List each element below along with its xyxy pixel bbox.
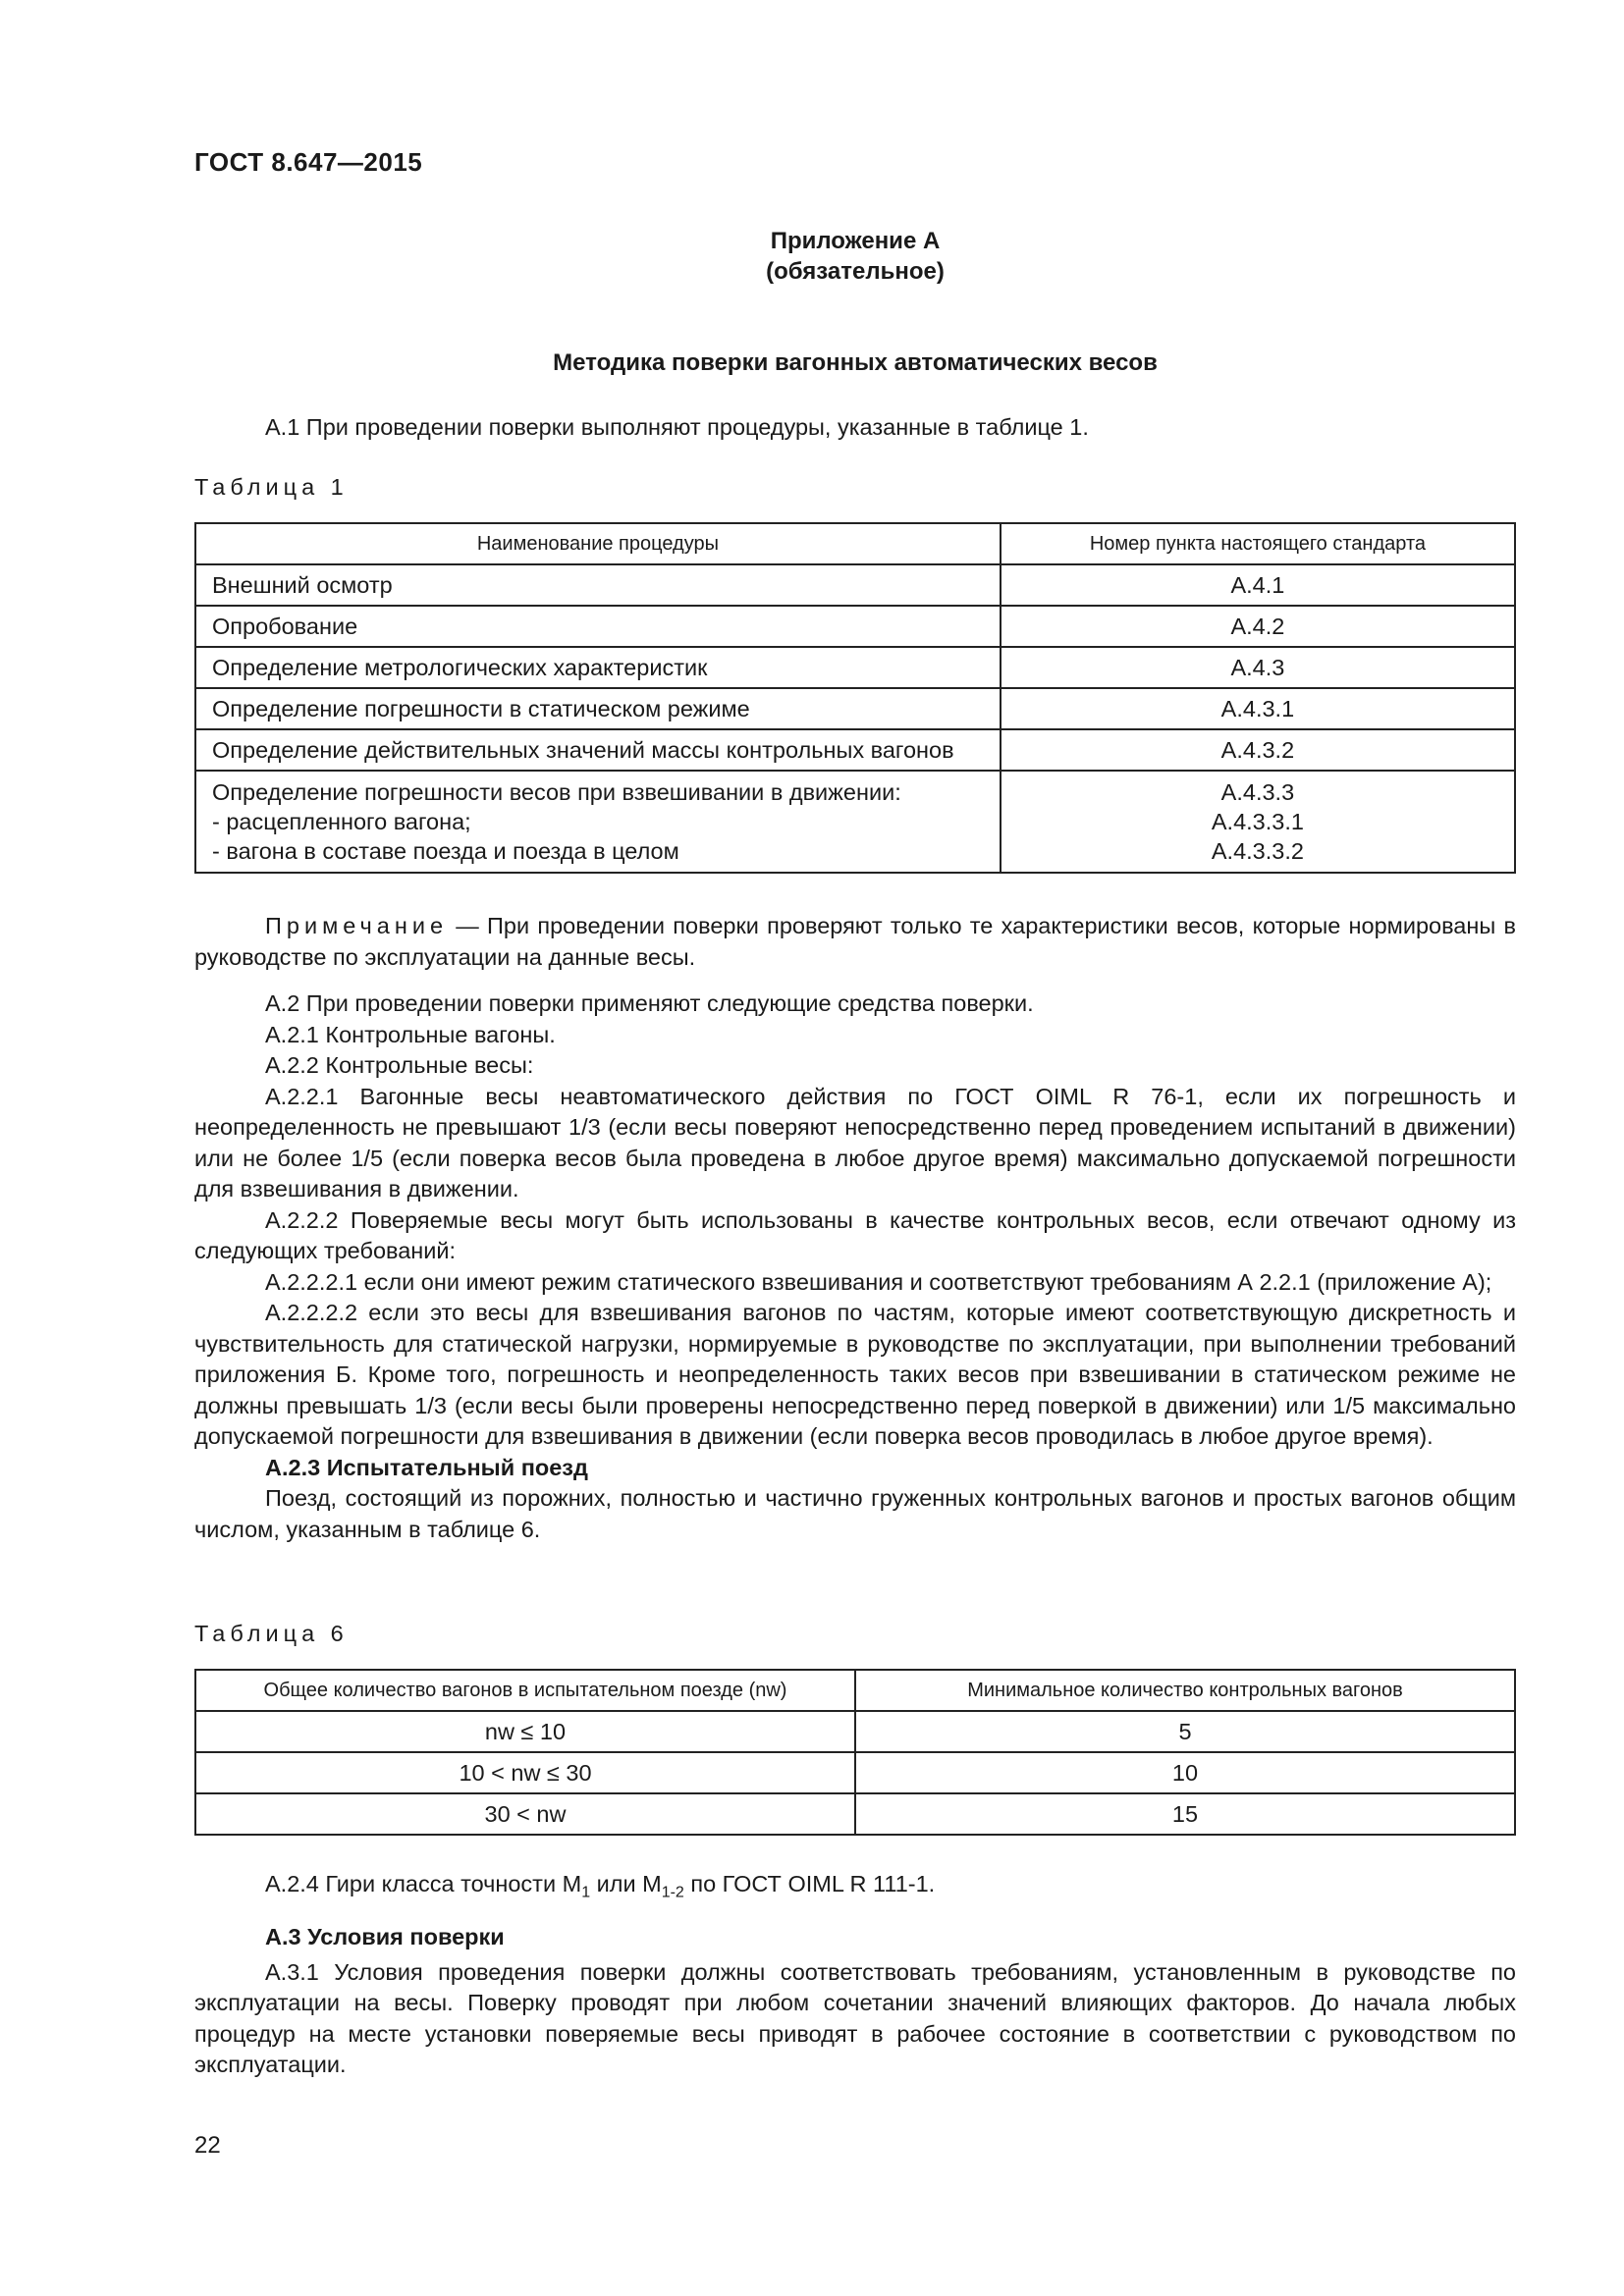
table-row [195, 688, 1515, 729]
paragraph: А.2 При проведении поверки применяют следующие средства поверки. [265, 990, 1034, 1016]
table-row [195, 1752, 1515, 1793]
paragraph: А.2.1 Контрольные вагоны. [265, 1021, 556, 1047]
table-cell: Определение метрологических характеристик [195, 647, 1001, 688]
paragraph: А.2.2 Контрольные весы: [265, 1052, 534, 1078]
annex-title: Приложение А [770, 228, 941, 254]
table-cell: 10 < nw ≤ 30 [195, 1752, 855, 1793]
document-code: ГОСТ 8.647—2015 [194, 147, 423, 177]
table-cell: Определение действительных значений массы контрольных вагонов [195, 729, 1001, 771]
table-row [195, 1711, 1515, 1752]
table-cell: Определение погрешности в статическом режиме [195, 688, 1001, 729]
table-6 [194, 1669, 1516, 1836]
section-heading: А.3 Условия поверки [265, 1924, 505, 1949]
table-cell [195, 771, 1001, 873]
paragraph: Поезд, состоящий из порожних, полностью и частично груженных контрольных вагонов и простых вагонов общим числом, указанным в таблице 6. [194, 1485, 1516, 1542]
table-1 [194, 522, 1516, 874]
a24-text: или М [590, 1871, 662, 1896]
a24-text: по ГОСТ OIML R 111-1. [683, 1871, 936, 1896]
table-row [195, 564, 1515, 606]
table-cell: Внешний осмотр [195, 564, 1001, 606]
paragraph: А.3.1 Условия проведения поверки должны соответствовать требованиям, установленным в руководстве по эксплуатации на весы. Поверку проводят при любом сочетании значений влияющих факторов. До начала любых процедур на месте установки поверяемые весы приводят в рабочее состояние в соответствии с руководством по эксплуатации. [194, 1958, 1516, 2077]
paragraph-a1-text: А.1 При проведении поверки выполняют процедуры, указанные в таблице 1. [265, 414, 1089, 440]
table-header-cell: Наименование процедуры [195, 523, 1001, 564]
table-cell: nw ≤ 10 [195, 1711, 855, 1752]
section-a3 [194, 1922, 1516, 2081]
cell-line: - вагона в составе поезда и поезда в целом [212, 838, 679, 864]
note-text: — При проведении поверки проверяют только те характеристики весов, которые нормированы в руководстве по эксплуатации на данные весы. [194, 913, 1516, 970]
table-header-cell: Общее количество вагонов в испытательном поезде (nw) [195, 1670, 855, 1711]
section-heading: А.2.3 Испытательный поезд [265, 1454, 588, 1480]
cell-line: Определение погрешности весов при взвешивании в движении: [212, 779, 901, 805]
paragraph-a24 [194, 1869, 1516, 1908]
table-cell: 10 [855, 1752, 1515, 1793]
table-cell: Опробование [195, 606, 1001, 647]
cell-line: А.4.3.3 [1220, 779, 1295, 805]
paragraph: А.2.2.2.1 если они имеют режим статического взвешивания и соответствуют требованиям А 2.2.1 (приложение А); [265, 1268, 1492, 1295]
cell-line: - расцепленного вагона; [212, 809, 471, 834]
table1-label: Таблица 1 [194, 474, 349, 500]
paragraph: А.2.2.2 Поверяемые весы могут быть использованы в качестве контрольных весов, если отвечают одному из следующих требований: [194, 1206, 1516, 1263]
table-row [195, 606, 1515, 647]
cell-line: А.4.3.3.2 [1211, 838, 1304, 864]
table-header-row [195, 1670, 1515, 1711]
table-row [195, 771, 1515, 873]
annex-heading: Методика поверки вагонных автоматических весов [553, 349, 1158, 376]
table-cell: А.4.3.2 [1001, 729, 1515, 771]
a24-subscript: 1-2 [661, 1884, 684, 1901]
table-cell [1001, 771, 1515, 873]
paragraph: А.2.2.1 Вагонные весы неавтоматического действия по ГОСТ OIML R 76-1, если их погрешность и неопределенность не превышают 1/3 (если весы поверяют непосредственно перед проведением испытаний в движении) или не более 1/5 (если поверка весов была проведена в любое другое время) максимально допускаемой погрешности для взвешивания в движении. [194, 1083, 1516, 1201]
a24-text: А.2.4 Гири класса точности М [265, 1871, 582, 1896]
table-header-cell: Номер пункта настоящего стандарта [1001, 523, 1515, 564]
note-label: Примечание [265, 913, 449, 938]
table-cell: А.4.1 [1001, 564, 1515, 606]
table1-note [194, 911, 1516, 973]
table-row [195, 729, 1515, 771]
paragraph: А.2.2.2.2 если это весы для взвешивания вагонов по частям, которые имеют соответствующую дискретность и чувствительность для статической нагрузки, нормируемые в руководстве по эксплуатации, при выполнении требований приложения Б. Кроме того, погрешность и неопределенность таких весов при взвешивании в статическом режиме не должны превышать 1/3 (если весы были проверены непосредственно перед поверкой в движении) или 1/5 максимально допускаемой погрешности для взвешивания в движении (если поверка весов проводилась в любое другое время). [194, 1300, 1516, 1449]
table-cell: А.4.3.1 [1001, 688, 1515, 729]
table-cell: 15 [855, 1793, 1515, 1835]
cell-line: А.4.3.3.1 [1211, 809, 1304, 834]
table-cell: 5 [855, 1711, 1515, 1752]
page-number: 22 [194, 2132, 221, 2159]
table6-label: Таблица 6 [194, 1621, 349, 1646]
table-cell: 30 < nw [195, 1793, 855, 1835]
table-header-row [195, 523, 1515, 564]
body-section-a2 [194, 988, 1516, 1545]
table-row [195, 1793, 1515, 1835]
table-cell: А.4.3 [1001, 647, 1515, 688]
a24-subscript: 1 [581, 1884, 591, 1901]
table-row [195, 647, 1515, 688]
paragraph-a1 [194, 412, 1516, 444]
annex-status: (обязательное) [766, 258, 945, 285]
table-cell: А.4.2 [1001, 606, 1515, 647]
table-header-cell: Минимальное количество контрольных вагонов [855, 1670, 1515, 1711]
